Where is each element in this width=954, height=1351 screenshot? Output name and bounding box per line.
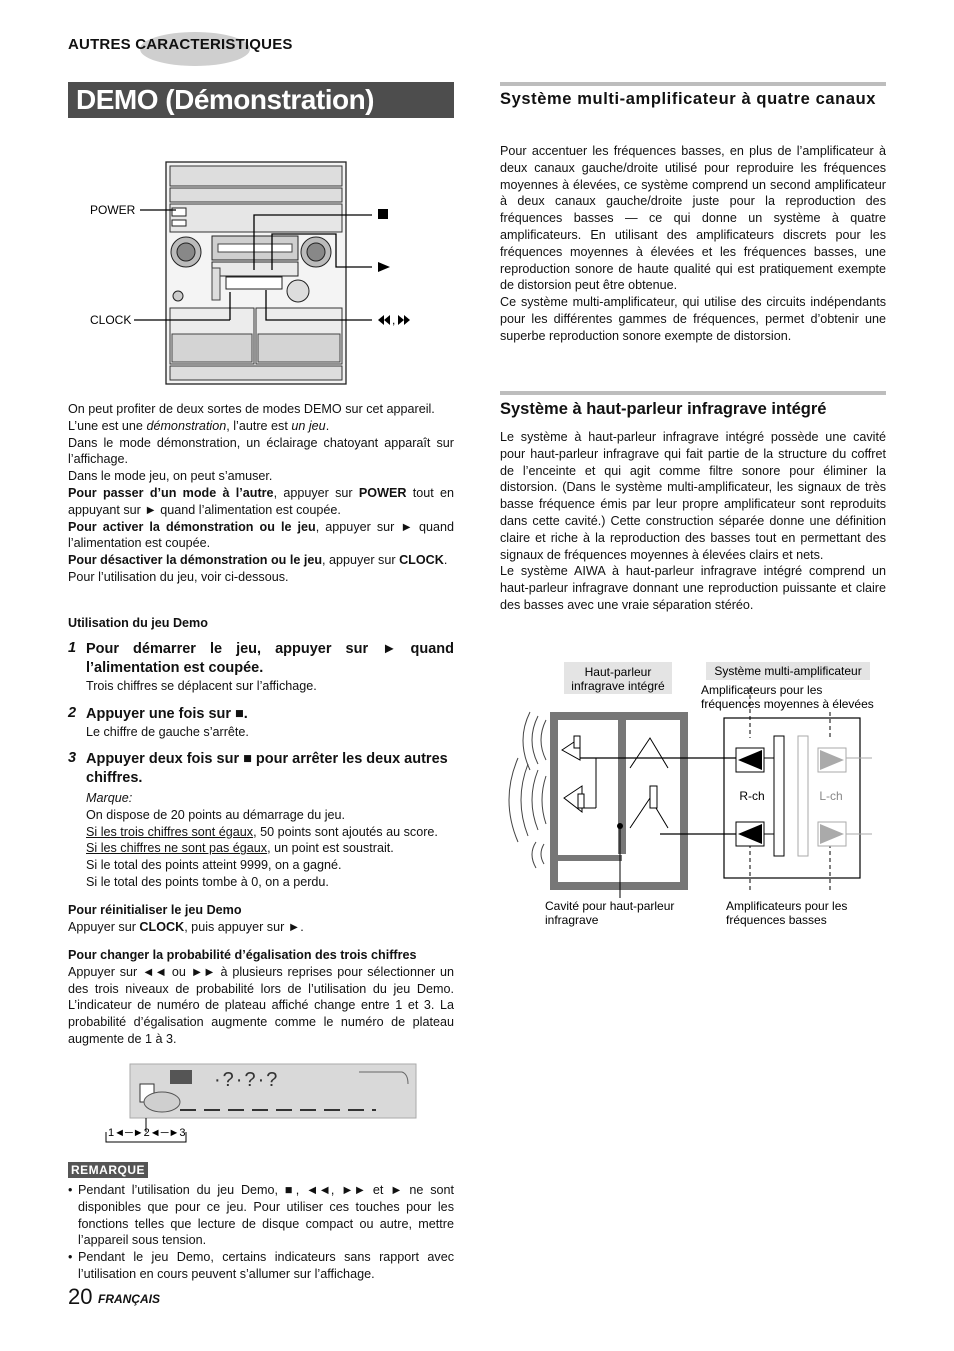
label-lch: L-ch [819,789,843,803]
step-1: 1 Pour démarrer le jeu, appuyer sur ► quand l’alimentation est coupée. Trois chiffres se déplacent sur l’affichage. [68,640,454,693]
game-heading: Utilisation du jeu Demo [68,616,208,630]
section-rule [500,82,886,86]
score-rules: Marque: On dispose de 20 points au démarrage du jeu. Si les trois chiffres sont égaux, 50 points sont ajoutés au score. Si les chiffres ne sont pas égaux, un point est soustrait. Si le total des points atteint 9999, on a gagné. Si le total des points tombe à 0, on a perdu. [86,791,438,889]
fast-forward-icon-2 [404,315,410,325]
rewind-icon [384,315,390,325]
plateau-scale: 1◄─►2◄─►3 [108,1127,186,1139]
section-rule [500,391,886,395]
step-3: 3 Appuyer deux fois sur ■ pour arrêter les deux autres chiffres. Marque: On dispose de 20 points au démarrage du jeu. Si les trois chiffres sont égaux, 50 points sont ajoutés au score. Si les chiffres ne sont pas égaux, un point est soustrait. Si le total des points atteint 9999, on a gagné. Si le total des points tombe à 0, on a perdu. [68,750,454,891]
play-button-icon [378,262,390,272]
section-tag: AUTRES CARACTERISTIQUES [68,36,293,53]
stereo-device-illustration [88,158,428,390]
stereo-device-figure [88,158,428,390]
subwoofer-heading: Système à haut-parleur infragrave intégré [500,400,827,418]
clock-callout-label: CLOCK [90,313,132,327]
svg-text:,: , [392,313,396,327]
game-display-illustration [104,1062,418,1148]
page-number: 20 [68,1284,93,1309]
label-speaker-1: Haut-parleur [584,665,652,679]
label-system: Système multi-amplificateur [714,664,862,678]
multi-amp-text: Pour accentuer les fréquences basses, en plus de l’amplificateur à deux canaux gauche/droite utilisé pour reproduire les fréquences moyennes à élevées, ce système comprend un second amplificateur à deux canaux gauche/droite juste pour la reproduction des fréquences basses — ce qui donne un système à quatre amplificateurs. En utilisant des amplificateurs discrets pour les fréquences moyennes à élevées et les fréquences basses, une reproduction sonore de haute qualité qui est pratiquement exempte de distorsion peut être obtenue. Ce système multi-amplificateur, qui utilise des circuits indépendants pour les différentes gammes de fréquences, permet d’obtenir une superbe reproduction sonore exempte de distorsion. [500,144,886,343]
label-bass-2: fréquences basses [726,913,827,927]
demo-display-figure [104,1062,418,1148]
stop-button-icon [378,209,388,219]
page-title: DEMO (Démonstration) [68,82,454,118]
label-mid-1: Amplificateurs pour les [701,683,823,697]
fast-forward-icon [398,315,404,325]
probability-block: Pour changer la probabilité d’égalisation des trois chiffres Appuyer sur ◄◄ ou ►► à plusieurs reprises pour sélectionner un des trois niveaux de probabilité lors de l’utilisation du jeu Demo. L’indicateur de numéro de plateau affiché change entre 1 et 3. La probabilité d’égalisation augmente comme le numéro de plateau augmente de 1 à 3. [68,948,454,1046]
subwoofer-text: Le système à haut-parleur infragrave intégré possède une cavité pour haut-parleur infragrave qui fait partie de la structure du coffret de l’enceinte et qui agit comme filtre sonore pour éliminer la distorsion. (Dans le système multi-amplificateur, les signaux de très basse fréquence émis par leur propre amplificateur sont reproduits dans cette cavité.) Cette construction séparée donne une définition claire et riche à la reproduction des basses tout en permettant des signaux de fréquences moyennes à élevées clairs et nets. Le système AIWA à haut-parleur infragrave intégré comprend un haut-parleur infragrave donnant une reproduction puissante et claire des basses avec une vraie séparation stéréo. [500,430,886,612]
rewind-icon-2 [378,315,384,325]
subwoofer-system-diagram [500,658,890,938]
reset-block: Pour réinitialiser le jeu Demo Appuyer sur CLOCK, puis appuyer sur ►. [68,903,304,934]
language-label: FRANÇAIS [98,1292,160,1306]
subwoofer-diagram [500,658,890,938]
intro-block: On peut profiter de deux sortes de modes DEMO sur cet appareil. L’une est une démonstration, l’autre est un jeu. Dans le mode démonstration, un éclairage chatoyant apparaît sur l’affichage. Dans le mode jeu, on peut s’amuser. Pour passer d’un mode à l’autre, appuyer sur POWER tout en appuyant sur ► quand l’alimentation est coupée. Pour activer la démonstration ou le jeu, appuyer sur ► quand l’alimentation est coupée. Pour désactiver la démonstration ou le jeu, appuyer sur CLOCK. Pour l’utilisation du jeu, voir ci-dessous. [68,402,454,584]
label-mid-2: fréquences moyennes à élevées [701,697,874,711]
remark-item: • Pendant le jeu Demo, certains indicateurs sans rapport avec l’utilisation en cours peuvent s’allumer sur l’affichage. [68,1249,454,1283]
label-cavity-2: infragrave [545,913,599,927]
label-speaker-2: infragrave intégré [571,679,665,693]
remark-badge: REMARQUE [68,1162,148,1178]
label-cavity-1: Cavité pour haut-parleur [545,899,675,913]
multi-amp-heading: Système multi-amplificateur à quatre canaux [500,90,877,108]
power-callout-label: POWER [90,203,136,217]
remark-item: • Pendant l’utilisation du jeu Demo, ■, ◄◄, ►► et ► ne sont disponibles que pour ce jeu. Pour utiliser ces touches pour les fonctions telles que lecture de disque compact ou autre, mettre l’appareil sous tension. [68,1182,454,1249]
label-bass-1: Amplificateurs pour les [726,899,848,913]
label-rch: R-ch [739,789,765,803]
step-2: 2 Appuyer une fois sur ■. Le chiffre de gauche s’arrête. [68,705,249,739]
remark-list [68,1182,454,1283]
svg-text:·?·?·?: ·?·?·? [214,1069,280,1091]
